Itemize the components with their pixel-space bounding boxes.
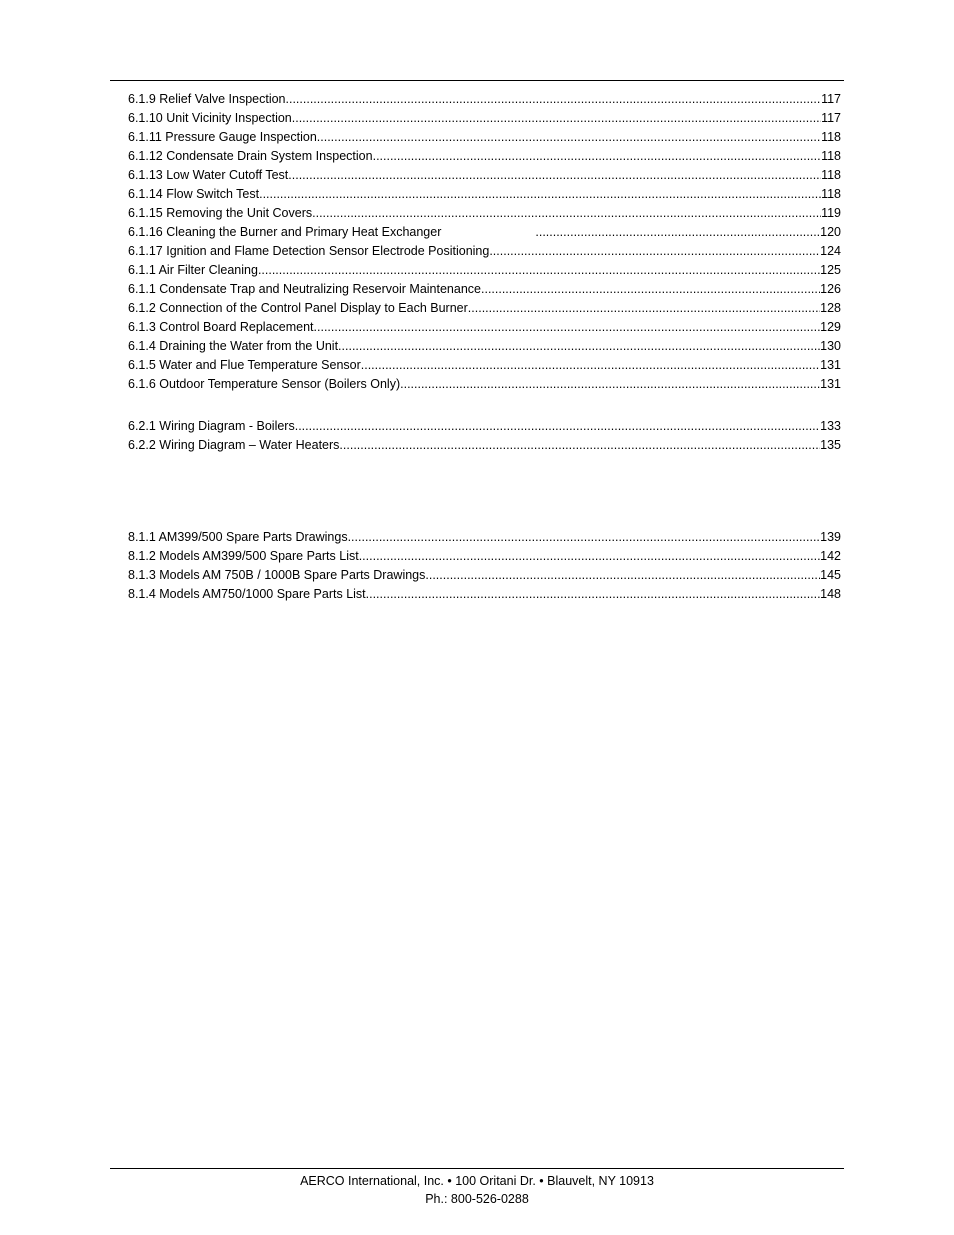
toc-entry[interactable] — [128, 185, 841, 204]
toc-group-section-8-1 — [128, 528, 841, 604]
toc-entry[interactable] — [128, 280, 841, 299]
toc-dot-leader — [366, 585, 821, 604]
toc-entry-page-number: 124 — [820, 244, 841, 258]
toc-entry[interactable] — [128, 109, 841, 128]
toc-entry-title: 6.1.11 Pressure Gauge Inspection — [128, 130, 317, 144]
toc-entry-page-number: 125 — [820, 263, 841, 277]
footer-address: AERCO International, Inc. • 100 Oritani Dr. • Blauvelt, NY 10913 — [300, 1174, 654, 1188]
toc-entry-title: 6.1.5 Water and Flue Temperature Sensor — [128, 358, 361, 372]
toc-entry-title: 6.1.15 Removing the Unit Covers — [128, 206, 313, 220]
toc-entry-title: 6.1.13 Low Water Cutoff Test — [128, 168, 289, 182]
toc-entry-page-number: 119 — [821, 206, 841, 220]
toc-entry-title: 8.1.4 Models AM750/1000 Spare Parts List — [128, 587, 366, 601]
toc-entry[interactable] — [128, 547, 841, 566]
toc-entry-page-number: 139 — [820, 530, 841, 544]
toc-entry-page-number: 117 — [821, 111, 841, 125]
toc-dot-leader — [535, 223, 820, 242]
toc-dot-leader — [400, 375, 820, 394]
toc-dot-leader — [288, 166, 821, 185]
page-footer — [110, 1172, 844, 1208]
toc-entry-page-number: 118 — [821, 149, 841, 163]
toc-entry-page-number: 126 — [820, 282, 841, 296]
header-rule — [110, 80, 844, 81]
toc-entry[interactable] — [128, 318, 841, 337]
toc-entry[interactable] — [128, 566, 841, 585]
toc-entry[interactable] — [128, 417, 841, 436]
toc-entry-title: 8.1.3 Models AM 750B / 1000B Spare Parts Drawings — [128, 568, 426, 582]
toc-entry-title: 6.1.9 Relief Valve Inspection — [128, 92, 286, 106]
toc-entry-title: 6.1.10 Unit Vicinity Inspection — [128, 111, 292, 125]
toc-entry-title: 6.1.1 Air Filter Cleaning — [128, 263, 258, 277]
toc-dot-leader — [425, 566, 820, 585]
toc-group-section-6-2 — [128, 417, 841, 455]
toc-entry-title: 6.1.6 Outdoor Temperature Sensor (Boilers Only) — [128, 377, 401, 391]
toc-entry-title: 6.1.1 Condensate Trap and Neutralizing Reservoir Maintenance — [128, 282, 481, 296]
toc-entry[interactable] — [128, 242, 841, 261]
toc-dot-leader — [314, 318, 821, 337]
toc-entry[interactable] — [128, 166, 841, 185]
toc-entry-page-number: 145 — [820, 568, 841, 582]
toc-entry-page-number: 148 — [820, 587, 841, 601]
footer-rule — [110, 1168, 844, 1169]
toc-entry[interactable] — [128, 528, 841, 547]
toc-dot-leader — [295, 417, 820, 436]
toc-group-section-6-1 — [128, 90, 841, 394]
toc-dot-leader — [348, 528, 821, 547]
toc-dot-leader — [481, 280, 820, 299]
toc-dot-leader — [338, 337, 820, 356]
toc-entry-title: 8.1.2 Models AM399/500 Spare Parts List — [128, 549, 359, 563]
toc-entry[interactable] — [128, 261, 841, 280]
toc-entry-page-number: 135 — [820, 438, 841, 452]
toc-entry-page-number: 118 — [821, 168, 841, 182]
toc-dot-leader — [339, 436, 820, 455]
toc-entry[interactable] — [128, 204, 841, 223]
toc-entry[interactable] — [128, 147, 841, 166]
toc-entry[interactable] — [128, 128, 841, 147]
toc-entry-title: 6.1.14 Flow Switch Test — [128, 187, 260, 201]
toc-entry-page-number: 133 — [820, 419, 841, 433]
toc-entry-page-number: 131 — [820, 358, 841, 372]
footer-phone: Ph.: 800-526-0288 — [425, 1192, 529, 1206]
toc-dot-leader — [259, 185, 821, 204]
toc-entry-page-number: 118 — [821, 187, 841, 201]
toc-entry[interactable] — [128, 337, 841, 356]
toc-entry-title: 6.2.1 Wiring Diagram - Boilers — [128, 419, 295, 433]
toc-entry-page-number: 142 — [820, 549, 841, 563]
toc-entry-page-number: 120 — [820, 225, 841, 239]
toc-dot-leader — [286, 90, 822, 109]
toc-dot-leader — [468, 299, 820, 318]
toc-dot-leader — [373, 147, 821, 166]
toc-dot-leader — [489, 242, 820, 261]
toc-entry[interactable] — [128, 90, 841, 109]
toc-entry-title: 6.1.17 Ignition and Flame Detection Sensor Electrode Positioning — [128, 244, 490, 258]
toc-entry-page-number: 118 — [821, 130, 841, 144]
toc-dot-leader — [292, 109, 821, 128]
toc-entry-title: 8.1.1 AM399/500 Spare Parts Drawings — [128, 530, 348, 544]
toc-entry-page-number: 128 — [820, 301, 841, 315]
toc-entry-page-number: 129 — [820, 320, 841, 334]
toc-entry[interactable] — [128, 299, 841, 318]
toc-entry-title: 6.1.3 Control Board Replacement — [128, 320, 314, 334]
toc-entry-title: 6.1.2 Connection of the Control Panel Display to Each Burner — [128, 301, 468, 315]
toc-entry[interactable] — [128, 585, 841, 604]
toc-entry-title: 6.1.4 Draining the Water from the Unit — [128, 339, 339, 353]
toc-dot-leader — [359, 547, 820, 566]
toc-entry-title: 6.2.2 Wiring Diagram – Water Heaters — [128, 438, 340, 452]
toc-entry[interactable] — [128, 436, 841, 455]
toc-entry-page-number: 117 — [821, 92, 841, 106]
toc-entry-title: 6.1.16 Cleaning the Burner and Primary Heat Exchanger — [128, 225, 442, 239]
toc-entry-page-number: 131 — [820, 377, 841, 391]
toc-entry[interactable] — [128, 356, 841, 375]
toc-entry[interactable] — [128, 375, 841, 394]
toc-dot-leader — [258, 261, 820, 280]
toc-entry-title: 6.1.12 Condensate Drain System Inspection — [128, 149, 373, 163]
toc-dot-leader — [361, 356, 820, 375]
toc-entry-page-number: 130 — [820, 339, 841, 353]
toc-dot-leader — [312, 204, 821, 223]
toc-dot-leader — [317, 128, 821, 147]
toc-entry[interactable] — [128, 223, 841, 242]
